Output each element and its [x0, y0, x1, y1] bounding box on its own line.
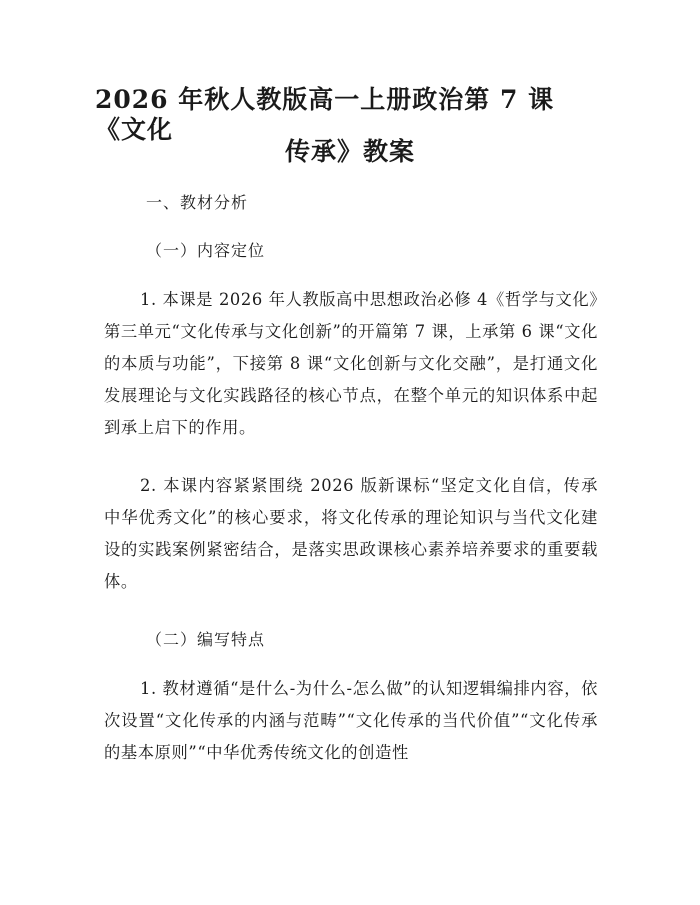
document-title-line-1: 2026 年秋人教版高一上册政治第 7 课《文化: [95, 85, 555, 144]
paragraph-positioning-1: 1. 本课是 2026 年人教版高中思想政治必修 4《哲学与文化》第三单元“文化传承与文化创新”的开篇第 7 课，上承第 6 课“文化的本质与功能”，下接第 8 课“文化创新与文化交融”，是打通文化发展理论与文化实践路径的核心节点，在整个单元的知识体系中起到承上启下的作用。: [104, 290, 598, 437]
subsection-heading-writing-features: （二）编写特点: [146, 630, 266, 649]
paragraph-features-1: 1. 教材遵循“是什么-为什么-怎么做”的认知逻辑编排内容，依次设置“文化传承的内涵与范畴”“文化传承的当代价值”“文化传承的基本原则”“中华优秀传统文化的创造性: [104, 679, 598, 762]
subsection-heading-content-positioning: （一）内容定位: [146, 241, 266, 260]
paragraph-positioning-2: 2. 本课内容紧紧围绕 2026 版新课标“坚定文化自信，传承中华优秀文化”的核心要求，将文化传承的理论知识与当代文化建设的实践案例紧密结合，是落实思政课核心素养培养要求的重要载体。: [104, 476, 598, 591]
section-heading-textbook-analysis: 一、教材分析: [146, 193, 249, 212]
document-title-line-2: 传承》教案: [284, 137, 415, 166]
